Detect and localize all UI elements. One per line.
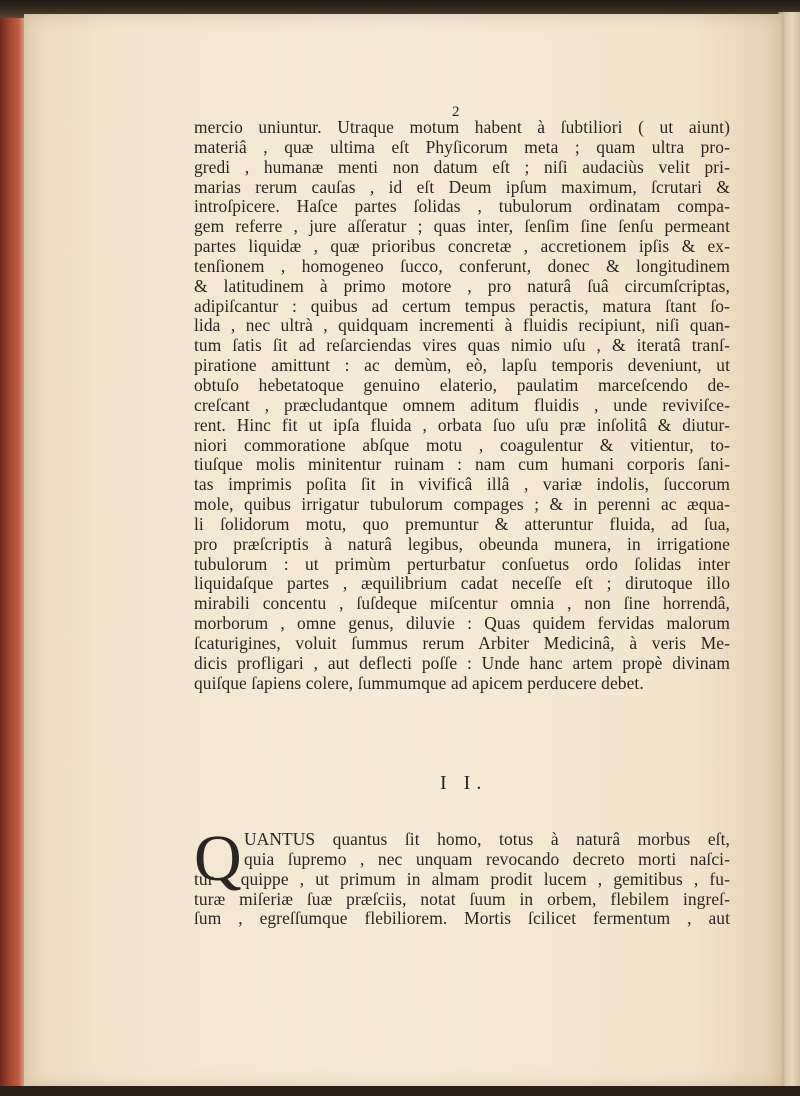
text-line: marias rerum cauſas , id eſt Deum ipſum maximum, ſcrutari & xyxy=(194,176,730,197)
section-heading: I I. xyxy=(440,772,488,794)
text-line: introſpicere. Haſce partes ſolidas , tubulorum ordinatam compa- xyxy=(194,196,730,217)
text-line: materiâ , quæ ultima eſt Phyſicorum meta ; quam ultra pro- xyxy=(194,136,730,157)
text-line: rent. Hinc fit ut ipſa fluida , orbata ſuo uſu præ inſolitâ & diutur- xyxy=(194,414,730,435)
book-left-edge xyxy=(0,18,26,1088)
text-line: & latitudinem à primo motore , pro naturâ ſuâ circumſcriptas, xyxy=(194,275,730,296)
text-line: ſum , egreſſumque flebiliorem. Mortis ſcilicet fermentum , aut xyxy=(194,908,730,929)
text-line: li ſolidorum motu, quo premuntur & atteruntur fluida, ad ſua, xyxy=(194,513,730,534)
paragraph-2 xyxy=(194,830,730,929)
text-line: lida , nec ultrà , quidquam incrementi à fluidis recipiunt, niſi quan- xyxy=(194,315,730,336)
drop-cap: Q xyxy=(194,822,242,895)
text-line: turæ miſeriæ ſuæ præſciis, notat ſuum in orbem, flebilem ingreſ- xyxy=(194,888,730,909)
text-line: liquidaſque partes , æquilibrium cadat neceſſe eſt ; dirutoque illo xyxy=(194,573,730,594)
text-line: mole, quibus irrigatur tubulorum compages ; & in perenni ac æqua- xyxy=(194,494,730,515)
text-line: adipiſcantur : quibus ad certum tempus peractis, matura ſtant ſo- xyxy=(194,295,730,316)
text-line: creſcant , præcludantque omnem aditum fluidis , unde reviviſce- xyxy=(194,394,730,415)
text-line: gredi , humanæ menti non datum eſt ; niſi audaciùs velit pri- xyxy=(194,156,730,177)
text-line: tubulorum : ut primùm perturbatur conſuetus ordo ſolidas inter xyxy=(194,553,730,574)
text-line: piratione amittunt : ac demùm, eò, lapſu temporis deveniunt, ut xyxy=(194,355,730,376)
page-number: 2 xyxy=(452,104,460,120)
text-line: tur : quippe , ut primum in almam prodit lucem , gemitibus , fu- xyxy=(194,868,730,889)
text-line: niori commoratione abſque motu , coagulentur & vitientur, to- xyxy=(194,434,730,455)
text-line: tenſionem , homogeneo ſucco, conferunt, donec & longitudinem xyxy=(194,255,730,276)
text-line: partes liquidæ , quæ prioribus concretæ , accretionem ipſis & ex- xyxy=(194,236,730,257)
text-line: ſcaturigines, voluit ſummus rerum Arbiter Medicinâ, à veris Me- xyxy=(194,632,730,653)
text-line: tum ſatis ſit ad reſarciendas vires quas nimio uſu , & iteratâ tranſ- xyxy=(194,335,730,356)
book-bottom-edge xyxy=(0,1086,800,1096)
text-line: quia ſupremo , nec unquam revocando decreto morti naſci- xyxy=(244,848,730,869)
text-line: tas imprimis poſita ſit in vivificâ illâ , variæ indolis, ſuccorum xyxy=(194,474,730,495)
text-line: morborum , omne genus, diluvie : Quas quidem fervidas malorum xyxy=(194,613,730,634)
text-line: tiuſque molis minitentur ruinam : nam cum humani corporis ſani- xyxy=(194,454,730,475)
paragraph-1 xyxy=(194,118,730,693)
text-line: UANTUS quantus ſit homo, totus à naturâ morbus eſt, xyxy=(244,829,730,849)
text-line: mercio uniuntur. Utraque motum habent à ſubtiliori ( ut aiunt) xyxy=(194,117,730,137)
text-line: quiſque ſapiens colere, ſummumque ad apicem perducere debet. xyxy=(194,672,644,693)
text-line: mirabili concentu , ſuſdeque miſcentur omnia , non ſine horrendâ, xyxy=(194,593,730,614)
text-line: dicis profligari , aut deflecti poſſe : Unde hanc artem propè divinam xyxy=(194,652,730,673)
text-line: gem referre , jure aſſeratur ; quas inter, ſenſim ſine ſenſu permeant xyxy=(194,216,730,237)
text-line: pro præſcriptis à naturâ legibus, obeunda munera, in irrigatione xyxy=(194,533,730,554)
text-line: obtuſo hebetatoque genuino elaterio, paulatim marceſcendo de- xyxy=(194,374,730,395)
